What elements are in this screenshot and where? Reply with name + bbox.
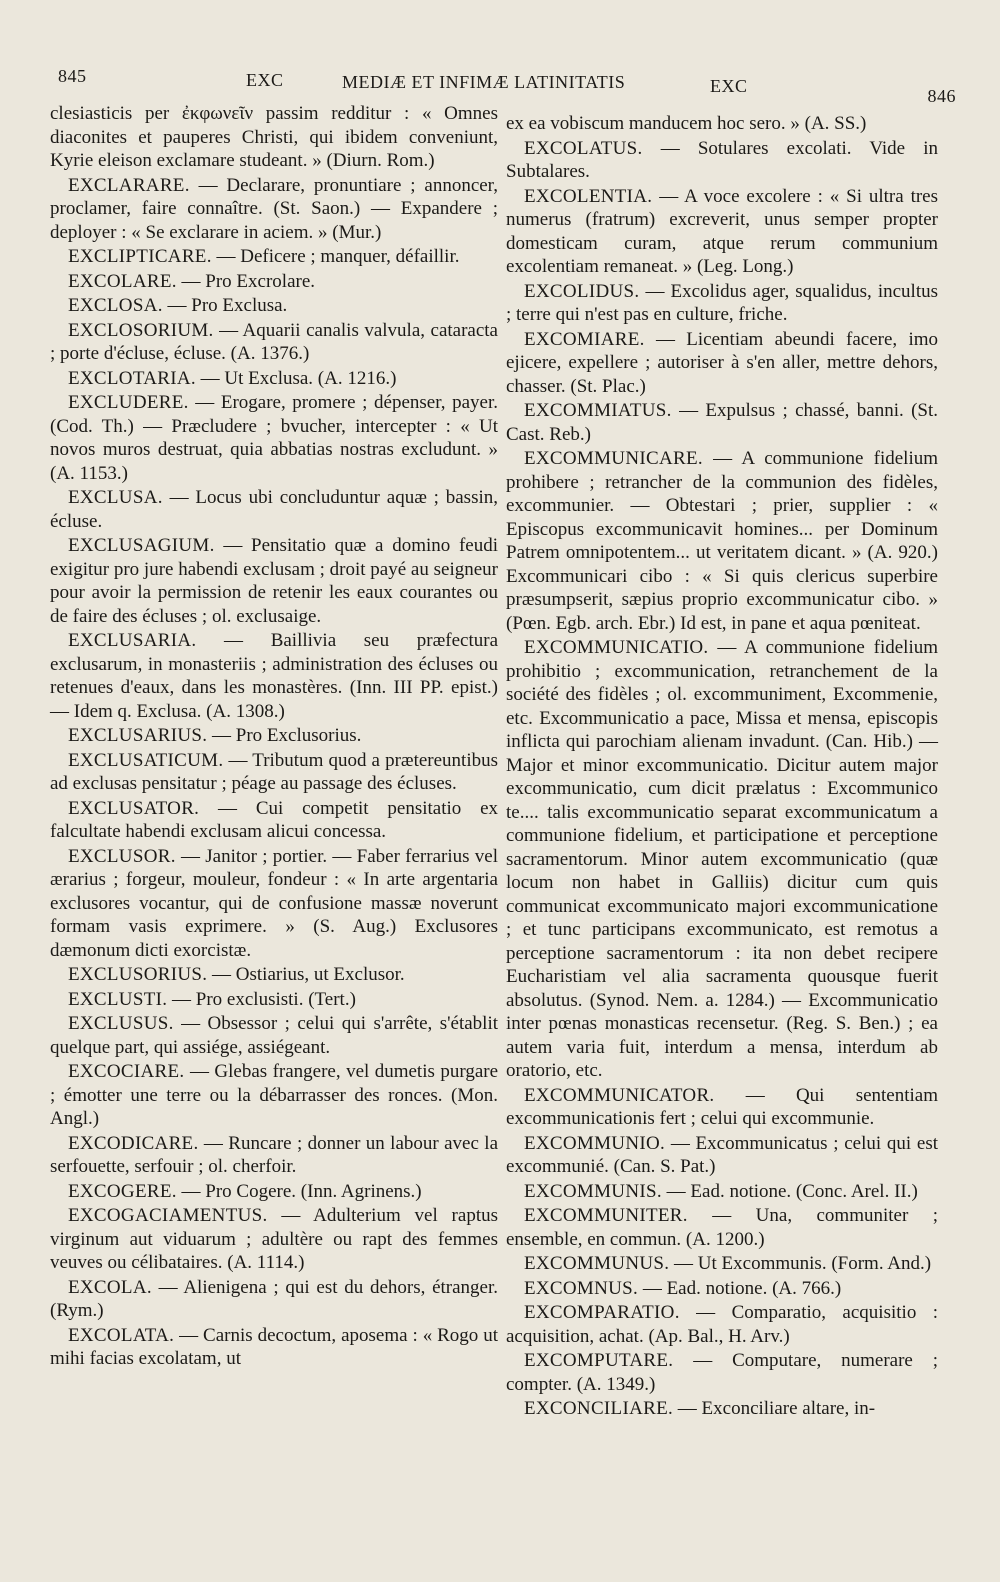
entry-definition: — Comparatio, acquisitio : acquisition, achat. (Ap. Bal., H. Arv.) [506, 1302, 938, 1347]
entry-headword: EXCOMMIATUS. [524, 400, 672, 421]
dictionary-entry [50, 1012, 498, 1059]
entry-headword: EXCLUSA. [68, 487, 163, 508]
left-column [50, 102, 498, 1372]
header-right-word: EXC [710, 76, 748, 96]
dictionary-entry [50, 629, 498, 723]
dictionary-entry [50, 1204, 498, 1275]
entry-definition: — Exconciliare altare, in- [677, 1398, 876, 1419]
dictionary-entry [50, 724, 498, 748]
entry-definition: — Ut Exclusa. (A. 1216.) [200, 367, 397, 389]
entry-definition: — Glebas frangere, vel dumetis purgare ; émotter une terre ou la débarrasser des ronces. (Mon. Angl.) [50, 1061, 499, 1129]
entry-definition: — A communione fidelium prohibere ; retrancher de la communion des fidèles, excommunier. — Obtestari ; prier, supplier : « Episcopus excommunicavit homines... per Dominum Patrem omnipotentem... ut veritatem dicant. » (A. 920.) Excommunicari cibo : « Si quis clericus superbire præsumpserit, sæpius proprio excommunicatur cibo. » (Pœn. Egb. arch. Ebr.) Id est, in pane et aqua pœniteat. [506, 448, 939, 634]
entry-headword: EXCLOTARIA. [68, 367, 196, 389]
entry-headword: EXCLUSATICUM. [68, 749, 224, 771]
header-left-word: EXC [246, 70, 284, 90]
dictionary-entry [506, 1349, 938, 1396]
dictionary-entry [50, 845, 498, 963]
dictionary-entry [50, 1324, 498, 1371]
entry-definition: — Cui competit pensitatio ex falcultate habendi exclusam alicui concessa. [50, 797, 498, 842]
entry-headword: EXCOMMUNICATOR. [524, 1084, 715, 1106]
entry-definition: — Baillivia seu præfectura exclusarum, in monasteriis ; administration des écluses ou retenues d'eaux, dans les monastères. (Inn. III PP. epist.) — Idem q. Exclusa. (A. 1308.) [50, 630, 498, 722]
entry-definition: — Ead. notione. (Conc. Arel. II.) [666, 1180, 918, 1202]
entry-headword: EXCLOSA. [68, 295, 163, 316]
header-title: MEDIÆ ET INFIMÆ LATINITATIS [342, 72, 626, 92]
entry-definition: — A voce excolere : « Si ultra tres numerus (fratrum) excreverit, unus semper propter domesticam curam, atque rerum communium excolentiam remaneat. » (Leg. Long.) [506, 185, 938, 277]
dictionary-entry [50, 749, 498, 796]
dictionary-entry [506, 636, 938, 1083]
entry-definition: — A communione fidelium prohibitio ; excommunication, retranchement de la société des fidèles ; ol. excommuniment, Excommenie, etc. Excommunicatio a pace, Missa et mensa, episcopis inflicta qui parochiam alienam invadunt. (Can. Hib.) — Major et minor excommunicatio. Dicitur autem major excommunicatio, cum dicit prælatus : Excommunico te.... talis excommunicatio separat excommunicatum a communione fidelium, et participatione et perceptione sacramentorum. Minor autem excommunicatio (quæ locum non habet in Galliis) dicitur cum quis communicat excommunicato majori excommunicatione ; et tunc participans excommunicato, est remotus a perceptione sacramentorum : ita non debet recipere Eucharistiam vel alia sacramenta quousque fuerit absolutus. (Synod. Nem. a. 1284.) — Excommunicatio inter pœnas monasticas recensetur. (Reg. S. Ben.) ; ea autem varia fuit, interdum a mensa, interdum ab oratorio, etc. [506, 637, 938, 1081]
entry-headword: EXCOMMUNIS. [524, 1180, 662, 1202]
dictionary-entry [50, 367, 498, 391]
entry-headword: EXCOGERE. [68, 1180, 177, 1202]
entry-definition: — Alienigena ; qui est du dehors, étranger. (Rym.) [50, 1276, 499, 1321]
entry-definition: — Computare, numerare ; compter. (A. 1349.) [506, 1350, 939, 1395]
dictionary-entry [50, 797, 498, 844]
entry-definition: — Deficere ; manquer, défaillir. [216, 246, 460, 267]
right-column [506, 112, 938, 1422]
entry-headword: EXCLUSAGIUM. [68, 535, 215, 556]
entry-definition: — Licentiam abeundi facere, imo ejicere, expellere ; autoriser à s'en aller, mettre dehors, chasser. (St. Plac.) [506, 328, 938, 397]
entry-headword: EXCOMMUNUS. [524, 1253, 670, 1274]
page-number-right: 846 [927, 86, 956, 106]
dictionary-entry [506, 185, 938, 279]
entry-definition: — Ut Excommunis. (Form. And.) [674, 1253, 932, 1274]
entry-definition: — Excommunicatus ; celui qui est excommunié. (Can. S. Pat.) [506, 1132, 938, 1177]
dictionary-entry [506, 1204, 938, 1251]
dictionary-entry [506, 1397, 938, 1421]
entry-definition: — Pro Excrolare. [181, 270, 316, 292]
dictionary-entry [506, 1132, 938, 1179]
entry-definition: — Obsessor ; celui qui s'arrête, s'établit quelque part, qui assiége, assiégeant. [50, 1013, 499, 1058]
entry-definition: — Declarare, pronuntiare ; annoncer, proclamer, faire connaître. (St. Saon.) — Expandere ; deployer : « Se exclarare in aciem. » (Mur.) [50, 174, 498, 243]
entry-headword: EXCONCILIARE. [524, 1398, 674, 1419]
entry-headword: EXCODICARE. [68, 1132, 199, 1154]
entry-headword: EXCLARARE. [68, 174, 190, 196]
entry-headword: EXCOLIDUS. [524, 280, 640, 302]
dictionary-entry [50, 294, 498, 318]
entry-definition: — Sotulares excolati. Vide in Subtalares. [506, 137, 939, 182]
entry-headword: EXCOMPARATIO. [524, 1302, 680, 1323]
entry-definition: — Una, communiter ; ensemble, en commun. (A. 1200.) [506, 1205, 938, 1250]
entry-headword: EXCLIPTICARE. [68, 246, 212, 267]
dictionary-entry [506, 1084, 938, 1131]
dictionary-entry [50, 319, 498, 366]
entry-headword: EXCLUDERE. [68, 392, 189, 413]
running-header [40, 62, 960, 106]
entry-definition: — Runcare ; donner un labour avec la serfouette, serfouir ; ol. cherfoir. [50, 1132, 498, 1177]
dictionary-entry [50, 102, 498, 173]
entry-headword: EXCLUSARIUS. [68, 725, 208, 746]
dictionary-entry [50, 391, 498, 485]
entry-definition: — Pensitatio quæ a domino feudi exigitur pro jure habendi exclusam ; droit payé au seigneur pour avoir la permission de retenir les eaux courantes ou de faire des écluses ; ol. exclusaige. [50, 535, 498, 627]
dictionary-entry [50, 963, 498, 987]
entry-headword: EXCOLATUS. [524, 137, 643, 159]
dictionary-entry [506, 328, 938, 399]
entry-definition: — Tributum quod a prætereuntibus ad exclusas pensitatur ; péage au passage des écluses. [50, 749, 499, 794]
entry-headword: EXCOGACIAMENTUS. [68, 1205, 268, 1226]
dictionary-entry [506, 447, 938, 635]
entry-definition: — Janitor ; portier. — Faber ferrarius vel ærarius ; forgeur, mouleur, fondeur : « In arte argentaria exclusores vocantur, qui de confusione massæ noverunt formam vasis exprimere. » (S. Aug.) Exclusores dæmonum dicti exorcistæ. [50, 845, 498, 961]
dictionary-entry [506, 1180, 938, 1204]
dictionary-entry [50, 174, 498, 245]
entry-headword: EXCLUSORIUS. [68, 964, 208, 985]
entry-definition: — Pro Exclusorius. [212, 725, 362, 746]
entry-headword: EXCOMMUNIO. [524, 1132, 666, 1154]
entry-headword: EXCOLATA. [68, 1324, 175, 1346]
entry-definition: ex ea vobiscum manducem hoc sero. » (A. SS.) [506, 113, 867, 134]
dictionary-entry [50, 1180, 498, 1204]
dictionary-entry [506, 1252, 938, 1276]
dictionary-entry [506, 1277, 938, 1301]
entry-definition: — Excolidus ager, squalidus, incultus ; terre qui n'est pas en culture, friche. [506, 280, 938, 325]
entry-headword: EXCOMMUNICATIO. [524, 637, 709, 658]
entry-headword: EXCLUSOR. [68, 845, 176, 867]
entry-headword: EXCOMIARE. [524, 328, 645, 350]
entry-headword: EXCOLARE. [68, 270, 177, 292]
entry-definition: — Locus ubi concluduntur aquæ ; bassin, écluse. [50, 487, 498, 532]
entry-headword: EXCOMMUNITER. [524, 1205, 688, 1226]
entry-headword: EXCOMMUNICARE. [524, 448, 703, 469]
entry-definition: — Pro exclusisti. (Tert.) [172, 988, 356, 1010]
entry-definition: — Qui sententiam excommunicationis fert ; celui qui excommunie. [506, 1084, 938, 1129]
entry-headword: EXCLOSORIUM. [68, 319, 214, 341]
entry-definition: — Erogare, promere ; dépenser, payer. (Cod. Th.) — Præcludere ; bvucher, intercepter : « Ut novos muros destruat, quia abbatias nostras excludunt. » (A. 1153.) [50, 392, 499, 484]
entry-headword: EXCOLA. [68, 1276, 152, 1298]
entry-headword: EXCLUSTI. [68, 988, 168, 1010]
entry-definition: — Ead. notione. (A. 766.) [642, 1277, 842, 1299]
dictionary-entry [50, 486, 498, 533]
dictionary-entry [50, 1276, 498, 1323]
entry-definition: clesiasticis per ἐκφωνεῖν passim redditur : « Omnes diaconites et pauperes Christi, qui ibidem conveniunt, Kyrie eleison exclamare studeant. » (Diurn. Rom.) [50, 103, 498, 171]
dictionary-entry [506, 137, 938, 184]
dictionary-entry [50, 988, 498, 1012]
entry-headword: EXCOLENTIA. [524, 185, 653, 207]
entry-headword: EXCLUSATOR. [68, 797, 200, 819]
entry-definition: — Ostiarius, ut Exclusor. [212, 964, 405, 985]
dictionary-entry [50, 1132, 498, 1179]
dictionary-entry [50, 245, 498, 269]
dictionary-entry [506, 399, 938, 446]
dictionary-entry [506, 280, 938, 327]
dictionary-entry [506, 112, 938, 136]
dictionary-entry [506, 1301, 938, 1348]
entry-headword: EXCOMPUTARE. [524, 1350, 674, 1371]
dictionary-entry [50, 270, 498, 294]
entry-definition: — Carnis decoctum, aposema : « Rogo ut mihi facias excolatam, ut [50, 1324, 498, 1369]
dictionary-entry [50, 1060, 498, 1131]
entry-headword: EXCOMNUS. [524, 1277, 639, 1299]
entry-definition: — Pro Exclusa. [167, 295, 288, 316]
page-number-left: 845 [58, 66, 87, 86]
entry-headword: EXCOCIARE. [68, 1061, 185, 1082]
entry-headword: EXCLUSARIA. [68, 630, 197, 651]
dictionary-entry [50, 534, 498, 628]
entry-definition: — Aquarii canalis valvula, cataracta ; porte d'écluse, écluse. (A. 1376.) [50, 319, 498, 364]
entry-definition: — Pro Cogere. (Inn. Agrinens.) [181, 1180, 422, 1202]
entry-definition: — Expulsus ; chassé, banni. (St. Cast. Reb.) [506, 400, 938, 445]
entry-headword: EXCLUSUS. [68, 1013, 174, 1034]
entry-definition: — Adulterium vel raptus virginum aut viduarum ; adultère ou rapt des femmes veuves ou célibataires. (A. 1114.) [50, 1205, 498, 1273]
